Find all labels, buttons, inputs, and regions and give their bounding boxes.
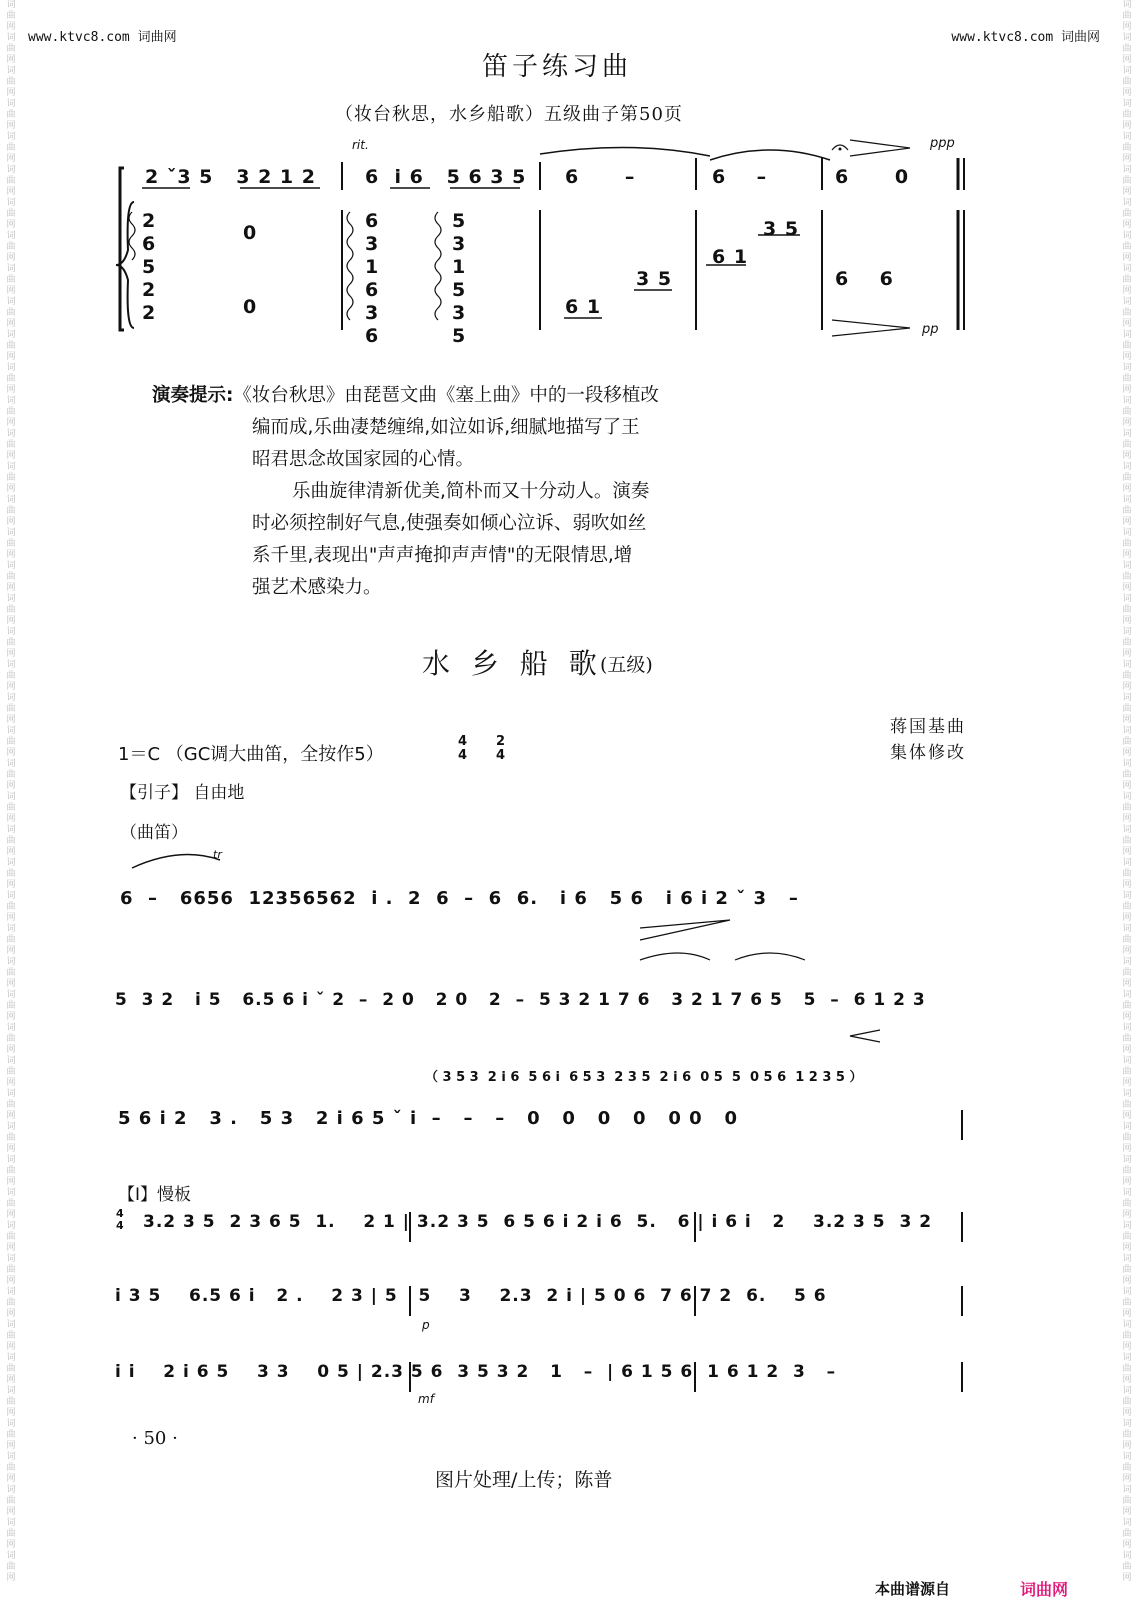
right-watermark-strip: 词 曲 网 词 曲 网 词 曲 网 词 曲 网 词 曲 网 词 曲 网 词 曲 网 词 曲 网 词 曲 网 词 曲 网 词 曲 网 词 曲 网 词 曲 网 词 曲 网 词 曲 网 词 曲 网 词 曲 网 词 曲 网 词 曲 网 词 曲 网 词 曲 网 词 曲 网 词 曲 网 词 曲 网 词 曲 网 词 曲 网 词 曲 网 词 曲 网 词 曲 网 词 曲 网 词 曲 网 词 曲 网 词 曲 网 词 曲 网 词 曲 网 词 曲 网 词 曲 网 词 曲 网 词 曲 网 词 曲 网 词 曲 网 词 曲 网 词 曲 网 词 曲 网 词 曲 网 词 曲 网 词 曲 网 词 曲 网 [1122, 0, 1132, 1583]
p1-top-m1: 2 ˇ3 5 3 2 1 2 [145, 166, 316, 188]
section-1-label: 【Ⅰ】慢板 [118, 1185, 192, 1205]
tips-line-3: 昭君思念故国家园的心情。 [252, 449, 475, 470]
p1-bottom-m2a: 6 3 1 6 3 6 [365, 210, 380, 347]
score-line-3: 5 6 i 2 3 . 5 3 2 i 6 5 ˇ i – – – 0 0 0 0 0 0 0 [118, 1108, 739, 1129]
left-watermark-strip: 词 曲 网 词 曲 网 词 曲 网 词 曲 网 词 曲 网 词 曲 网 词 曲 网 词 曲 网 词 曲 网 词 曲 网 词 曲 网 词 曲 网 词 曲 网 词 曲 网 词 曲 网 词 曲 网 词 曲 网 词 曲 网 词 曲 网 词 曲 网 词 曲 网 词 曲 网 词 曲 网 词 曲 网 词 曲 网 词 曲 网 词 曲 网 词 曲 网 词 曲 网 词 曲 网 词 曲 网 词 曲 网 词 曲 网 词 曲 网 词 曲 网 词 曲 网 词 曲 网 词 曲 网 词 曲 网 词 曲 网 词 曲 网 词 曲 网 词 曲 网 词 曲 网 词 曲 网 词 曲 网 词 曲 网 词 曲 网 [6, 0, 16, 1583]
trill-mark-1: tr [213, 848, 222, 861]
p1-bottom-m4b: 3 5 [763, 218, 800, 240]
header-watermark-left: www.ktvc8.com 词曲网 [28, 30, 177, 45]
p1-bottom-m4a: 6 1 [712, 246, 749, 268]
header-watermark-right: www.ktvc8.com 词曲网 [951, 30, 1100, 45]
p1-top-m2: 6 i 6 5 6 3 5 [365, 166, 527, 188]
source-brand-link[interactable]: 词曲网 [1020, 1580, 1069, 1599]
score-line-3-accompaniment: （ 3 5 3 2 i 6 5 6 i 6 5 3 2 3 5 2 i 6 0 5 5 0 5 6 1 2 3 5 ） [425, 1070, 863, 1085]
piece1-score [110, 130, 990, 360]
tips-label: 演奏提示: [152, 385, 234, 406]
rit-mark: rit. [352, 138, 369, 152]
tips-line-4: 乐曲旋律清新优美,简朴而又十分动人。演奏 [292, 481, 650, 502]
tips-line-2: 编而成,乐曲凄楚缠绵,如泣如诉,细腻地描写了王 [252, 417, 640, 438]
dynamic-ppp: ppp [930, 136, 955, 151]
p1-top-m4: 6 – [712, 166, 768, 188]
dynamic-p: p [422, 1318, 430, 1332]
tips-line-6: 系千里,表现出"声声掩抑声声情"的无限情思,增 [252, 545, 633, 566]
score-line-2: 5 3 2 i 5 6.5 6 i ˇ 2 – 2 0 2 0 2 – 5 3 2 1 7 6 3 2 1 7 6 5 5 – 6 1 2 3 [115, 990, 926, 1010]
upload-credit: 图片处理/上传；陈普 [435, 1469, 613, 1491]
score-line-6: i i 2 i 6 5 3 3 0 5 | 2.3 5 6 3 5 3 2 1 – | 6 1 5 6 1 6 1 2 3 – [115, 1362, 837, 1382]
performance-tips [152, 380, 752, 604]
p1-bottom-m1: 2 6 5 2 2 [142, 210, 157, 324]
section-intro: 【引子】 自由地 [120, 783, 245, 803]
composer: 蒋国基曲 [890, 717, 966, 737]
tips-line-7: 强艺术感染力。 [252, 577, 382, 598]
p1-bottom-m2b: 5 3 1 5 3 5 [452, 210, 467, 347]
time-sig-4-4: 4 4 [458, 734, 468, 763]
tips-line-1: 《妆台秋思》由琵琶文曲《塞上曲》中的一段移植改 [233, 385, 659, 406]
score-line-5: i 3 5 6.5 6 i 2 . 2 3 | 5 5 3 2.3 2 i | 5 0 6 7 6 7 2 6. 5 6 [115, 1286, 827, 1306]
tips-line-5: 时必须控制好气息,使强奏如倾心泣诉、弱吹如丝 [252, 513, 647, 534]
arranger: 集体修改 [890, 743, 966, 763]
score-line-4: 3.2 3 5 2 3 6 5 1. 2 1 | 3.2 3 5 6 5 6 i 2 i 6 5. 6 | i 6 i 2 3.2 3 5 3 2 [143, 1212, 933, 1232]
page-number: · 50 · [132, 1428, 178, 1449]
time-sig-2-4: 2 4 [496, 734, 506, 763]
p1-bottom-rest2: 0 [243, 296, 258, 318]
piece2-score-graphics [110, 850, 990, 1410]
piece2-title: 水 乡 船 歌 [422, 647, 603, 680]
p1-bottom-rest1: 0 [243, 222, 258, 244]
p1-top-m5: 6 0 [835, 166, 910, 188]
piece1-subtitle: （妆台秋思，水乡船歌）五级曲子第50页 [335, 104, 683, 125]
piece2-level: (五级) [600, 654, 653, 676]
instrument: （曲笛） [120, 823, 188, 843]
dynamic-pp: pp [922, 322, 939, 337]
p1-bottom-m3a: 6 1 [565, 296, 602, 318]
source-label: 本曲谱源自 [875, 1580, 951, 1598]
key-signature: 1＝C （GC调大曲笛，全按作5） [118, 744, 384, 765]
piece1-title: 笛子练习曲 [482, 52, 633, 82]
time-sig-4-4-b: 4 4 [116, 1207, 124, 1232]
p1-top-m3: 6 – [565, 166, 636, 188]
p1-bottom-m5: 6 6 [835, 268, 894, 290]
score-line-1: 6 – 6656 12356562 i . 2 6 – 6 6. i 6 5 6 i 6 i 2 ˇ 3 – [120, 888, 799, 909]
dynamic-mf: mf [418, 1392, 434, 1406]
p1-bottom-m3b: 3 5 [636, 268, 673, 290]
